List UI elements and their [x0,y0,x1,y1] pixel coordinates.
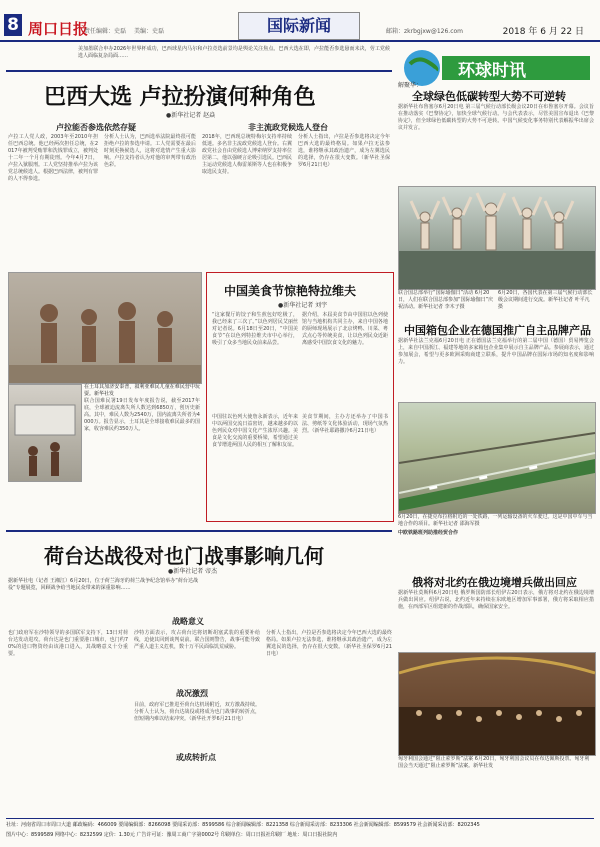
yemen-intro: 据新华社电（记者 王湘江）6月20日，位于荷兰海牙的荷兰战争纪念馆举办“荷台达战役”专题展览，回顾战争给当地民众带来的深重影响…… [8,578,198,591]
green-headline: 全球绿色低碳转型大势不可逆转 [412,90,566,103]
parliament-caption: 匈牙利国会通过“阻止索罗斯”法案 6月20日，匈牙利国会议员在布达佩斯投票。匈牙利国会当天通过“阻止索罗斯”法案。新华社发 [398,756,590,769]
russia-body: 据新华社莫斯科6月20日电 俄罗斯国防部长绍伊古20日表示，俄方将对北约在俄边境增兵做出回应。绍伊古说，北约近年来持续在东欧地区增加军事部署，俄方将采取相应措施，在西部军区组建新的作战部队，确保国家安全。 [398,590,594,610]
brazil-body-col4: 分析人士指出，卢拉是否参选将决定今年巴西大选的最终格局。如果卢拉无法参选，谁将继承其政治遗产，成为左翼选民的选择，仍存在很大变数。（新华社圣保罗6月21日电） [298,134,390,168]
footer-line-1: 社址：河南省周口市周口大道 邮政编码：466009 要闻编辑部：8266098 要闻采访部：8599586 综合新闻编辑部：8221358 综合新闻采访部：8233306 社会新闻编辑部：8599579 社会新闻采访部：8202345 [6,822,480,828]
yoga-caption: 联合国总部举行“国际瑜伽日”活动 6月20日，人们在联合国总部参加“国际瑜伽日”庆祝活动。新华社记者 李木子摄 [398,290,494,310]
refugee-camp-photo [8,384,82,482]
brazil-top-rule [6,70,392,72]
designer-credit: 美编：史磊 [134,28,165,35]
brazil-body-col2: 分析人士认为，巴西选举法院最终很可能拒绝卢拉的参选申请。工人党需要在最后时刻更换候选人，这将对选情产生重大影响。卢拉支持者认为对他的审判带有政治色彩。 [104,134,196,168]
yoga-photo [398,186,596,290]
food-body-col2: 据介绍，本届美食节由中国驻以色列使馆与当地机构共同主办，来自中国各地的厨师现场展示了北京烤鸭、川菜、粤式点心等传统美食，让以色列民众近距离感受中国饮食文化的魅力。 [302,312,388,346]
yemen-subhead-1: 战略意义 [172,617,204,626]
banner-title: 环球时讯 [458,61,526,81]
yemen-subhead-2: 战况激烈 [176,689,208,698]
train-caption: 6月20日，在捷克布拉格附近的一处铁路，一列运输设备的火车驶过。这是中国中车与当地合作的项目。新华社记者 邵海军摄 [398,514,593,527]
yemen-headline: 荷台达战役对也门战事影响几何 [44,544,324,568]
brazil-headline: 巴西大选 卢拉扮演何种角色 [44,84,316,110]
yemen-top-rule [6,530,392,532]
yemen-body-col1: 也门政府军在沙特领导的多国联军支持下，13日对荷台达发动进攻。荷台达是也门重要港口城市，也门约70%的进口物资经由该港口进入，其战略意义十分重要。 [8,630,128,657]
brazil-body-col3: 2018年，巴西现总统特梅尔支持率持续低迷。多名非主流政党候选人登台。右翼政党社会自由党候选人博索纳罗支持率位居第二，他以强硬言论吸引选民。巴西民主运动党候选人梅雷莱斯等人也在积极争取选民支持。 [202,134,293,175]
luggage-body: 据新华社法兰克福6月20日电 正在德国法兰克福举行的第二届中国（德国）贸易博览会上，来自中国浙江、福建等地的多家箱包企业集中展示自主品牌产品。参展商表示，通过参加展会，希望与更多欧洲采购商建立联系，提升中国品牌在国际市场的知名度和影响力。 [398,338,594,365]
food-headline: 中国美食节惊艳特拉维夫 [224,284,357,298]
refugee-caption: 在土耳其加济安泰普，叙利亚难民儿童在难民营中玩耍。新华社发 [84,384,200,397]
climate-photo-caption: 6月20日，各国代表在第三届气候行动部长级会议期间进行交流。新华社记者 叶平凡摄 [498,290,593,310]
footer-line-2: 图片中心：8599589 网络中心：8232599 定价：1.30元 广告许可证：豫周工商广字第0002号 印刷单位：周口日报社印刷厂 地址：周口日报社院内 [6,832,338,838]
brazil-subhead-2: 非主流政党候选人登台 [248,123,328,132]
brazil-byline: ●新华社记者 赵焱 [166,112,216,119]
parliament-photo [398,652,596,756]
footer-rule [6,818,594,819]
yemen-subhead-3: 或成转折点 [176,753,216,762]
food-byline: ●新华社记者 刘宇 [278,302,328,309]
refugee-children-photo [8,272,202,384]
yemen-body-col4: 分析人士指出，卢拉是否参选将决定今年巴西大选的最终格局。如果卢拉无法参选，谁将继承其政治遗产，成为左翼选民的选择，仍存在很大变数。（新华社圣保罗6月21日电） [266,630,392,657]
food-body-col1: “这家餐厅的饺子和生煎包好吃极了，我已经来了三次了。”以色列居民艾丽丝对记者说。6月18日至20日，“中国美食节”在以色列特拉维夫市中心举行，吸引了众多当地民众前来品尝。 [212,312,298,346]
brazil-body-col1: 卢拉工人党人政，2003年至2010年担任巴西总统。他已经两次担任总统，在2017年被判受贿罪和洗钱罪成立，被判处十二年一个月有期徒刑。今年4月7日，卢拉入狱服刑。工人党坚持推举卢拉为该党总统候选人。根据巴西法律，被判有罪的人不得参选。 [8,134,99,182]
global-news-banner [398,46,594,90]
brazil-subhead-1: 卢拉能否参选依然存疑 [56,123,136,132]
train-photo [398,402,596,514]
train-caption-title: 中欧铁路班列助推经贸合作 [398,530,459,536]
right-subtitle: 解聚华： [398,82,423,89]
green-body: 据新华社布鲁塞尔6月20日电 第三届气候行动部长级会议20日在布鲁塞尔开幕。会议旨在推动落实《巴黎协定》，加快全球气候行动。与会代表表示，尽管美国宣布退出《巴黎协定》，但全球绿色低碳转型的大势不可逆转。中国气候变化事务特别代表解振华出席会议并发言。 [398,104,594,131]
yemen-body-col2: 沙特方面表示，攻占荷台达将切断胡塞武装的重要补给线，迫使其回到谈判桌前。联合国则警告，战事可能导致严重人道主义危机，数十万平民面临饥荒威胁。 [134,630,260,650]
newspaper-logo: 周口日报 [28,20,89,38]
yemen-body-col3: 目前，政府军已推进至荷台达机场附近，双方激战持续。分析人士认为，荷台达战役或将成为也门战事的转折点，但短期内难以结束冲突。（新华社开罗6月21日电） [134,702,260,722]
brazil-intro: 美加墨联合申办2026年世界杯成功，巴西球星内马尔和卢拉竞选前景均是舆论关注焦点。巴西大选在即，卢拉能否参选悬而未决，劳工党候选人面临复杂局面…… [78,46,390,59]
editor-credit: 责任编辑：史磊 [84,28,127,35]
luggage-headline: 中国箱包企业在德国推广自主品牌产品 [404,324,591,337]
contact-email: 邮箱：zkrbgjxw@126.com [386,28,464,35]
issue-date: 2018 年 6 月 22 日 [502,27,584,37]
food-body-col4: 美食节期间，主办方还举办了中国书法、剪纸等文化体验活动，现场气氛热烈。（新华社耶路撒冷6月21日电） [302,414,388,434]
page-number: 8 [4,14,22,36]
russia-headline: 俄将对北约在俄边境增兵做出回应 [412,576,577,589]
yemen-byline: ●新华社记者 帝杰 [168,568,218,575]
section-title: 国际新闻 [238,12,360,40]
food-body-col3: 中国驻以色列大使詹永新表示，近年来中以两国交流日益密切，越来越多的以色列民众对中国文化产生浓厚兴趣。美食是文化交流的重要桥梁，希望通过美食节增进两国人民的相互了解和友谊。 [212,414,298,448]
refugee-body: 联合国难民署19日发布年度报告说，截至2017年底，全球被迫流离失所人数达到6850万，创历史新高。其中，难民人数为2540万，国内流离失所者为4000万。报告显示，土耳其是全球接收难民最多的国家，收容难民约350万人。 [84,398,200,432]
